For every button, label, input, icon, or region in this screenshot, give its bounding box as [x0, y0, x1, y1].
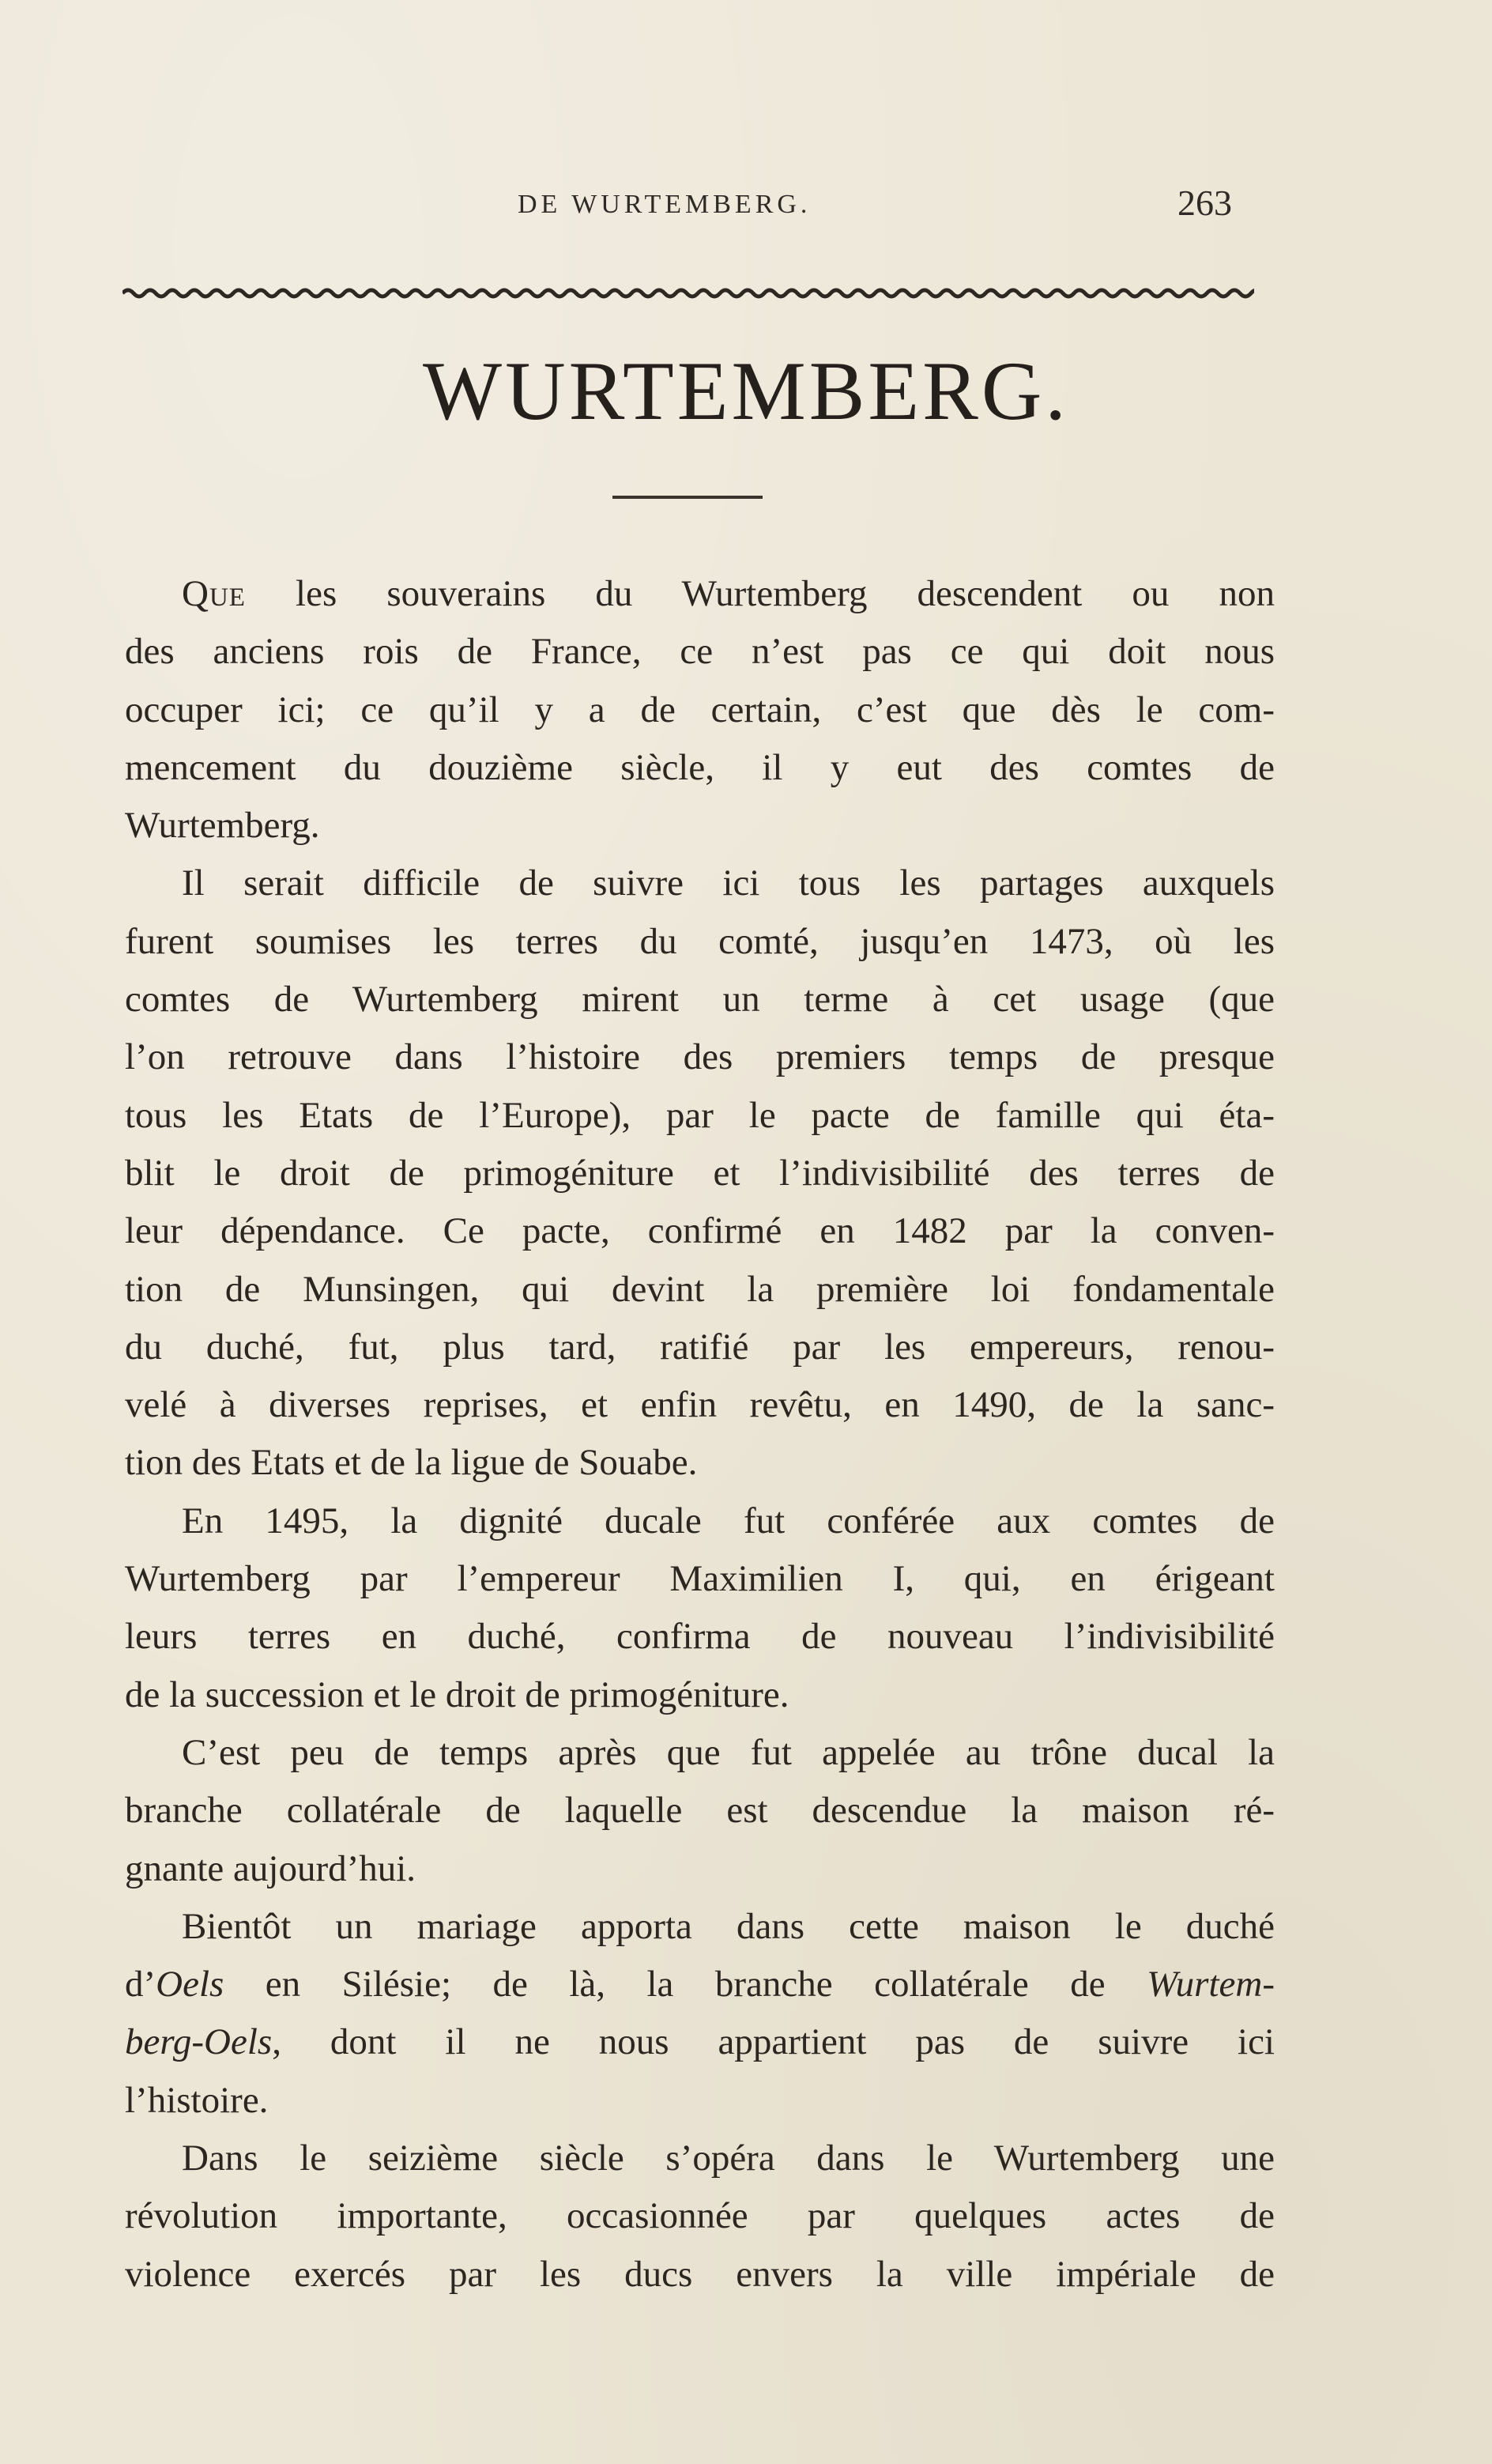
text-line: tion de Munsingen, qui devint la première loi fondamentale — [125, 1268, 1275, 1310]
text-line: comtes de Wurtemberg mirent un terme à cet usage (que — [125, 979, 1275, 1021]
text-line: Wurtemberg. — [125, 805, 320, 847]
small-caps-lead: Que — [182, 573, 246, 614]
text-line: violence exercés par les ducs envers la ville impériale de — [125, 2253, 1275, 2295]
text-line: Bientôt un mariage apporta dans cette maison le duché — [182, 1905, 1275, 1947]
text-line: occuper ici; ce qu’il y a de certain, c’est que dès le com- — [125, 689, 1275, 730]
paragraph-6 — [125, 2130, 1275, 2304]
text-line: l’on retrouve dans l’histoire des premiers temps de presque — [125, 1036, 1275, 1078]
text-line: velé à diverses reprises, et enfin revêtu, en 1490, de la sanc- — [125, 1384, 1275, 1426]
text-line: gnante aujourd’hui. — [125, 1847, 416, 1889]
text-line: de la succession et le droit de primogéniture. — [125, 1673, 789, 1715]
text-span: en Silésie; de là, la branche collatérale de — [224, 1964, 1147, 2006]
paragraph-1 — [125, 565, 1275, 855]
text-line: branche collatérale de laquelle est descendue la maison ré- — [125, 1790, 1275, 1832]
page-number: 263 — [1177, 183, 1232, 223]
paragraph-2 — [125, 855, 1275, 1492]
text-line: C’est peu de temps après que fut appelée au trône ducal la — [182, 1731, 1275, 1773]
text-line: furent soumises les terres du comté, jusqu’en 1473, où les — [125, 920, 1275, 962]
text-line: Wurtemberg par l’empereur Maximilien I, qui, en érigeant — [125, 1558, 1275, 1600]
body-text — [125, 565, 1275, 2304]
text-line: tion des Etats et de la ligue de Souabe. — [125, 1442, 698, 1484]
italic-house-name: berg-Oels — [125, 2021, 273, 2063]
paragraph-5 — [125, 1898, 1275, 2130]
italic-place-name: Oels — [156, 1964, 224, 2006]
text-span: , dont il ne nous appartient pas de suivre ici — [272, 2021, 1275, 2063]
text-line: du duché, fut, plus tard, ratifié par les empereurs, renou- — [125, 1326, 1275, 1368]
text-line: leurs terres en duché, confirma de nouveau l’indivisibilité — [125, 1616, 1275, 1658]
text-line: leur dépendance. Ce pacte, confirmé en 1482 par la conven- — [125, 1210, 1275, 1252]
text-line — [125, 1956, 1275, 2013]
text-line: l’histoire. — [125, 2079, 269, 2121]
text-line — [125, 565, 1275, 623]
paragraph-3 — [125, 1492, 1275, 1724]
text-line — [125, 2013, 1275, 2071]
text-line: Dans le seizième siècle s’opéra dans le Wurtemberg une — [182, 2138, 1275, 2179]
text-line: tous les Etats de l’Europe), par le pacte de famille qui éta- — [125, 1094, 1275, 1136]
title-rule — [612, 496, 763, 499]
text-line: révolution importante, occasionnée par quelques actes de — [125, 2195, 1275, 2237]
text-line: blit le droit de primogéniture et l’indivisibilité des terres de — [125, 1152, 1275, 1194]
running-head: DE WURTEMBERG. — [518, 190, 812, 219]
paragraph-4 — [125, 1724, 1275, 1898]
text-line: Il serait difficile de suivre ici tous les partages auxquels — [182, 862, 1275, 904]
decorative-wave-rule — [122, 283, 1254, 304]
text-span: d’ — [125, 1964, 156, 2006]
text-line: des anciens rois de France, ce n’est pas ce qui doit nous — [125, 631, 1275, 673]
text-span: les souverains du Wurtemberg descendent ou non — [245, 573, 1275, 614]
text-line: mencement du douzième siècle, il y eut des comtes de — [125, 746, 1275, 788]
chapter-title: WURTEMBERG. — [423, 345, 1069, 437]
italic-house-name: Wurtem- — [1147, 1964, 1275, 2006]
text-line: En 1495, la dignité ducale fut conférée aux comtes de — [182, 1500, 1275, 1541]
